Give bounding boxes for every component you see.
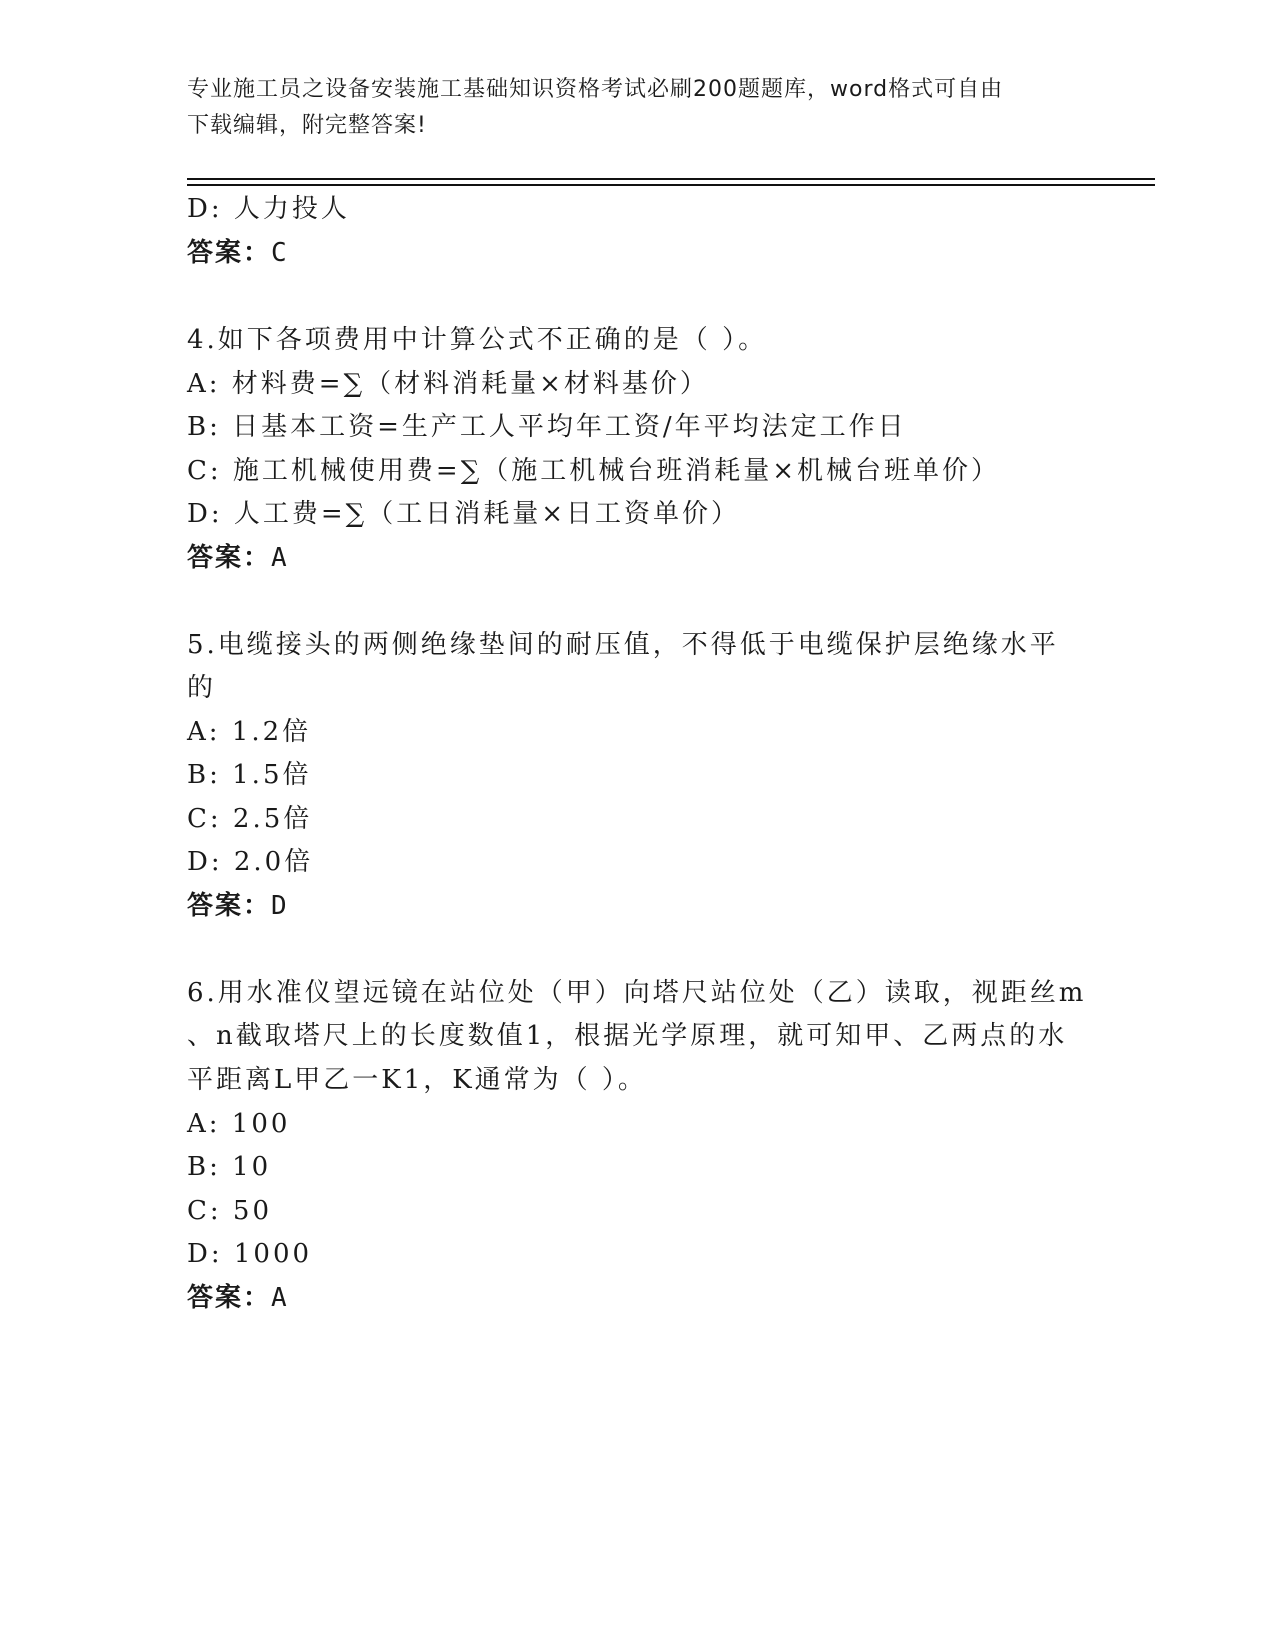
q5-option-d: D: 2.0倍 xyxy=(187,847,314,877)
q6-option-c: C: 50 xyxy=(187,1196,273,1226)
header-line-1: 专业施工员之设备安装施工基础知识资格考试必刷200题题库，word格式可自由 xyxy=(187,77,1004,102)
q5-option-a: A: 1.2倍 xyxy=(187,717,312,747)
q6-answer xyxy=(187,1276,289,1320)
q6-stem-line-2: 、n截取塔尺上的长度数值1，根据光学原理，就可知甲、乙两点的水 xyxy=(187,1021,1068,1051)
q6-option-a: A: 100 xyxy=(187,1109,291,1139)
document-header xyxy=(187,72,1067,144)
answer-value: A xyxy=(271,543,289,573)
q4-answer xyxy=(187,536,289,580)
q4-option-c: C: 施工机械使用费=∑（施工机械台班消耗量×机械台班单价） xyxy=(187,456,1001,486)
q5-option-c: C: 2.5倍 xyxy=(187,804,313,834)
q4-option-b: B: 日基本工资=生产工人平均年工资/年平均法定工作日 xyxy=(187,412,907,442)
q4-option-a: A: 材料费=∑（材料消耗量×材料基价） xyxy=(187,369,709,399)
header-rule-top xyxy=(187,178,1155,180)
q5-stem-line-2: 的 xyxy=(187,673,217,703)
answer-label: 答案： xyxy=(187,238,272,268)
answer-value: C xyxy=(271,238,289,268)
q6-option-d: D: 1000 xyxy=(187,1239,313,1269)
q5-answer xyxy=(187,884,289,928)
q5-option-b: B: 1.5倍 xyxy=(187,760,312,790)
q4-option-d: D: 人工费=∑（工日消耗量×日工资单价） xyxy=(187,499,741,529)
q3-answer xyxy=(187,231,289,275)
q3-option-d: D: 人力投人 xyxy=(187,194,350,224)
q6-stem-line-1: 6.用水准仪望远镜在站位处（甲）向塔尺站位处（乙）读取，视距丝m xyxy=(187,978,1087,1008)
header-rule-bottom xyxy=(187,184,1155,186)
q6-stem-line-3: 平距离L甲乙一K1，K通常为（ ）。 xyxy=(187,1065,647,1095)
answer-label: 答案： xyxy=(187,543,272,573)
q4-stem: 4.如下各项费用中计算公式不正确的是（ ）。 xyxy=(187,325,768,355)
q6-option-b: B: 10 xyxy=(187,1152,272,1182)
answer-label: 答案： xyxy=(187,1283,272,1313)
q5-stem-line-1: 5.电缆接头的两侧绝缘垫间的耐压值，不得低于电缆保护层绝缘水平 xyxy=(187,630,1059,660)
answer-value: D xyxy=(271,891,289,921)
answer-label: 答案： xyxy=(187,891,272,921)
answer-value: A xyxy=(271,1283,289,1313)
header-line-2: 下载编辑，附完整答案! xyxy=(187,113,427,138)
